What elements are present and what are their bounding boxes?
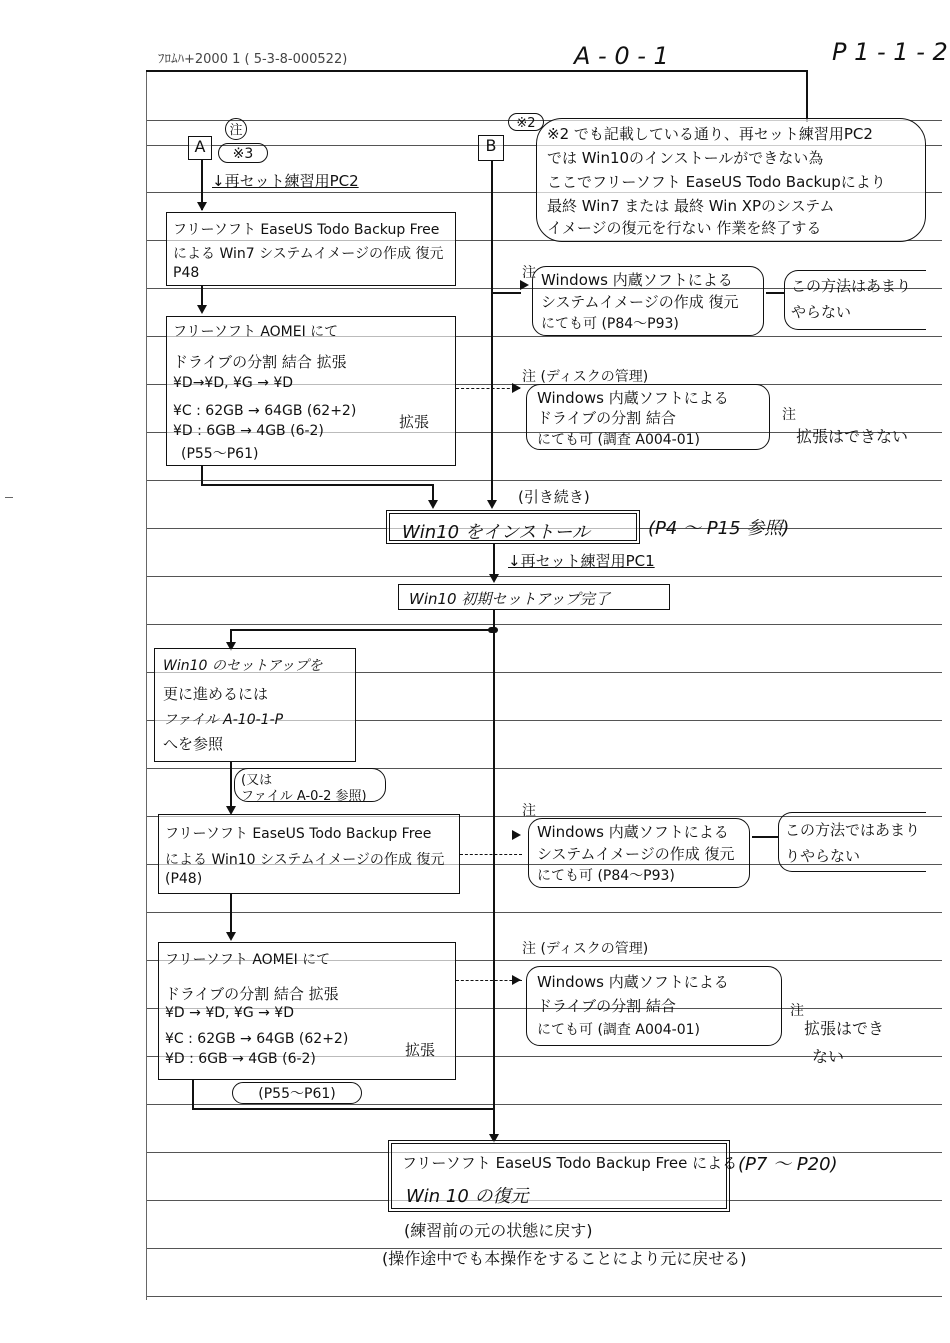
- callout-line: イメージの復元を行ない 作業を終了する: [547, 219, 822, 237]
- restore-note-2: (操作途中でも本操作をすることにより元に戻せる): [382, 1249, 747, 1268]
- note-bracket: [528, 818, 750, 888]
- note-circle: [225, 118, 247, 140]
- note-text: ドライブの分割 結合: [537, 409, 676, 427]
- box-text: フリーソフト AOMEI にて: [165, 952, 331, 968]
- note-bracket: [532, 266, 764, 336]
- box-text: ファイル A-10-1-P: [163, 712, 284, 728]
- re-practice-pc2: ↓再セット練習用PC2: [212, 172, 359, 190]
- box-text: へを参照: [163, 735, 224, 753]
- label-b: B: [485, 136, 497, 155]
- flow-line: [766, 292, 784, 294]
- box-text: 更に進めるには: [163, 685, 269, 703]
- flow-line: [230, 629, 493, 631]
- flow-line: [230, 762, 232, 812]
- arrow-down: [487, 500, 497, 509]
- box-text: ¥C : 62GB → 64GB (62+2): [173, 403, 357, 419]
- box-text: ¥D : 6GB → 4GB (6-2): [165, 1051, 316, 1067]
- note-mark: 注 (ディスクの管理): [522, 941, 649, 957]
- arrow-right: [512, 830, 521, 840]
- side-text: りやらない: [785, 847, 861, 865]
- install-win10-box: [386, 510, 640, 544]
- flow-line: [752, 836, 778, 838]
- note-mark: 注: [782, 407, 796, 423]
- note-mark: 注: [522, 803, 536, 819]
- label-a: A: [194, 137, 206, 156]
- flow-line: [192, 1080, 194, 1108]
- box-text: ¥D → ¥D, ¥G → ¥D: [165, 1005, 294, 1021]
- aomei-page-ref: [232, 1082, 362, 1104]
- box-text: ドライブの分割 結合 拡張: [165, 985, 339, 1003]
- callout-cloud: [536, 118, 926, 242]
- callout-line: ※2 でも記載している通り、再セット練習用PC2: [547, 125, 873, 143]
- side-bracket: [784, 270, 926, 330]
- side-text: 拡張はできない: [796, 427, 909, 446]
- note-text: Windows 内蔵ソフトによる: [537, 973, 729, 991]
- box-text: による Win10 システムイメージの作成 復元: [165, 852, 445, 868]
- doc-code: A - 0 - 1: [574, 42, 669, 70]
- flow-line: [201, 484, 433, 486]
- callout-line: ここでフリーソフト EaseUS Todo Backupにより: [547, 173, 886, 191]
- page-code: P 1 - 1 - 2: [832, 38, 948, 66]
- box-text: 拡張: [405, 1041, 436, 1059]
- box-text: ¥D : 6GB → 4GB (6-2): [173, 423, 324, 439]
- note-bracket: [526, 384, 770, 450]
- box-text: Win10 のセットアップを: [163, 658, 323, 674]
- side-text: この方法ではあまり: [785, 821, 921, 839]
- note-text: Windows 内蔵ソフトによる: [537, 389, 729, 407]
- box-text: による Win7 システムイメージの作成 復元: [173, 246, 444, 262]
- restore-ref: (P7 〜 P20): [738, 1154, 838, 1175]
- dashed-link: [460, 854, 522, 855]
- note-b-oval: [508, 113, 544, 131]
- or-ref-text: (又は: [241, 773, 273, 788]
- note-x3: ※3: [232, 146, 254, 162]
- page-ref-text: (P55〜P61): [258, 1086, 336, 1102]
- connector-line: [146, 70, 806, 72]
- callout-line: 最終 Win7 または 最終 Win XPのシステム: [547, 197, 835, 215]
- margin-line: [146, 70, 147, 1300]
- or-ref-text: ファイル A-0-2 参照): [241, 789, 367, 804]
- note-mark: 注 (ディスクの管理): [522, 369, 649, 385]
- note-text: にても可 (P84〜P93): [541, 316, 679, 332]
- fax-line: ﾌﾛﾑﾊ+2000 1 ( 5-3-8-000522): [158, 52, 348, 67]
- arrow-right: [520, 280, 529, 290]
- side-text: 拡張はでき: [804, 1019, 885, 1038]
- arrow-down: [489, 574, 499, 583]
- label-b-box: [478, 135, 504, 161]
- note-mark: 注: [522, 265, 536, 281]
- arrow-down: [197, 305, 207, 314]
- ruled-line: [146, 576, 942, 577]
- note-text: Windows 内蔵ソフトによる: [541, 271, 733, 289]
- box-text: フリーソフト EaseUS Todo Backup Free: [165, 826, 432, 842]
- stray-mark: [5, 497, 13, 498]
- box-text: ¥D→¥D, ¥G → ¥D: [173, 375, 294, 391]
- dashed-link: [456, 388, 520, 389]
- box-text: ¥C : 62GB → 64GB (62+2): [165, 1031, 349, 1047]
- note-text: にても可 (調査 A004-01): [537, 432, 700, 448]
- side-text: この方法はあまり: [791, 277, 912, 295]
- box-text: フリーソフト EaseUS Todo Backup Free: [173, 222, 440, 238]
- label-a-box: [188, 136, 212, 160]
- box-text: 拡張: [399, 413, 430, 431]
- easeus-win7-box: [166, 212, 456, 286]
- note-text: Windows 内蔵ソフトによる: [537, 823, 729, 841]
- box-text: (P55〜P61): [181, 446, 259, 462]
- setup-more-box: [154, 648, 356, 762]
- flow-line: [491, 292, 521, 294]
- note-x3-oval: [218, 143, 268, 163]
- flow-line: [201, 466, 203, 484]
- or-ref-bracket: [234, 768, 386, 802]
- ruled-line: [146, 480, 942, 481]
- side-text: やらない: [791, 303, 852, 321]
- box-text: フリーソフト EaseUS Todo Backup Free による: [402, 1154, 738, 1172]
- ruled-line: [146, 1104, 942, 1105]
- arrow-right: [512, 383, 521, 393]
- note-text: にても可 (P84〜P93): [537, 868, 675, 884]
- aomei-box-2: [158, 942, 456, 1080]
- re-practice-pc1: ↓再セット練習用PC1: [508, 552, 655, 570]
- box-text: P48: [173, 265, 200, 281]
- note-bracket: [526, 966, 782, 1046]
- flow-line: [491, 161, 493, 504]
- note-text: にても可 (調査 A004-01): [537, 1022, 700, 1038]
- ruled-line: [146, 912, 942, 913]
- note-mark: 注: [790, 1003, 804, 1019]
- restore-win10-box: [388, 1140, 738, 1212]
- callout-line: では Win10のインストールができない為: [547, 149, 824, 167]
- continue-note: (引き続き): [518, 488, 590, 506]
- initial-setup-label: Win10 初期セットアップ完了: [409, 590, 610, 608]
- note-text: システムイメージの作成 復元: [537, 845, 735, 863]
- install-ref: (P4 〜 P15 参照): [648, 518, 790, 539]
- initial-setup-box: [398, 584, 670, 610]
- side-bracket: [778, 812, 926, 872]
- note-text: システムイメージの作成 復元: [541, 293, 739, 311]
- box-text: Win 10 の復元: [406, 1186, 529, 1207]
- restore-note-1: (練習前の元の状態に戻す): [404, 1221, 593, 1240]
- install-label: Win10 をインストール: [402, 522, 590, 543]
- ruled-line: [146, 1296, 942, 1297]
- flow-line: [192, 1108, 493, 1110]
- flow-line: [493, 610, 495, 1138]
- note-b: ※2: [516, 116, 536, 131]
- box-text: ドライブの分割 結合 拡張: [173, 353, 347, 371]
- ruled-line: [146, 624, 942, 625]
- aomei-box-1: [166, 316, 456, 466]
- box-text: (P48): [165, 871, 203, 887]
- arrow-down: [197, 202, 207, 211]
- easeus-win10-box: [158, 814, 460, 894]
- arrow-down: [428, 500, 438, 509]
- connector-line: [806, 70, 808, 122]
- note-text: ドライブの分割 結合: [537, 997, 676, 1015]
- arrow-down: [226, 932, 236, 941]
- note-mark: 注: [229, 123, 243, 138]
- arrow-right: [512, 975, 521, 985]
- side-text: ない: [812, 1047, 845, 1066]
- box-text: フリーソフト AOMEI にて: [173, 324, 339, 340]
